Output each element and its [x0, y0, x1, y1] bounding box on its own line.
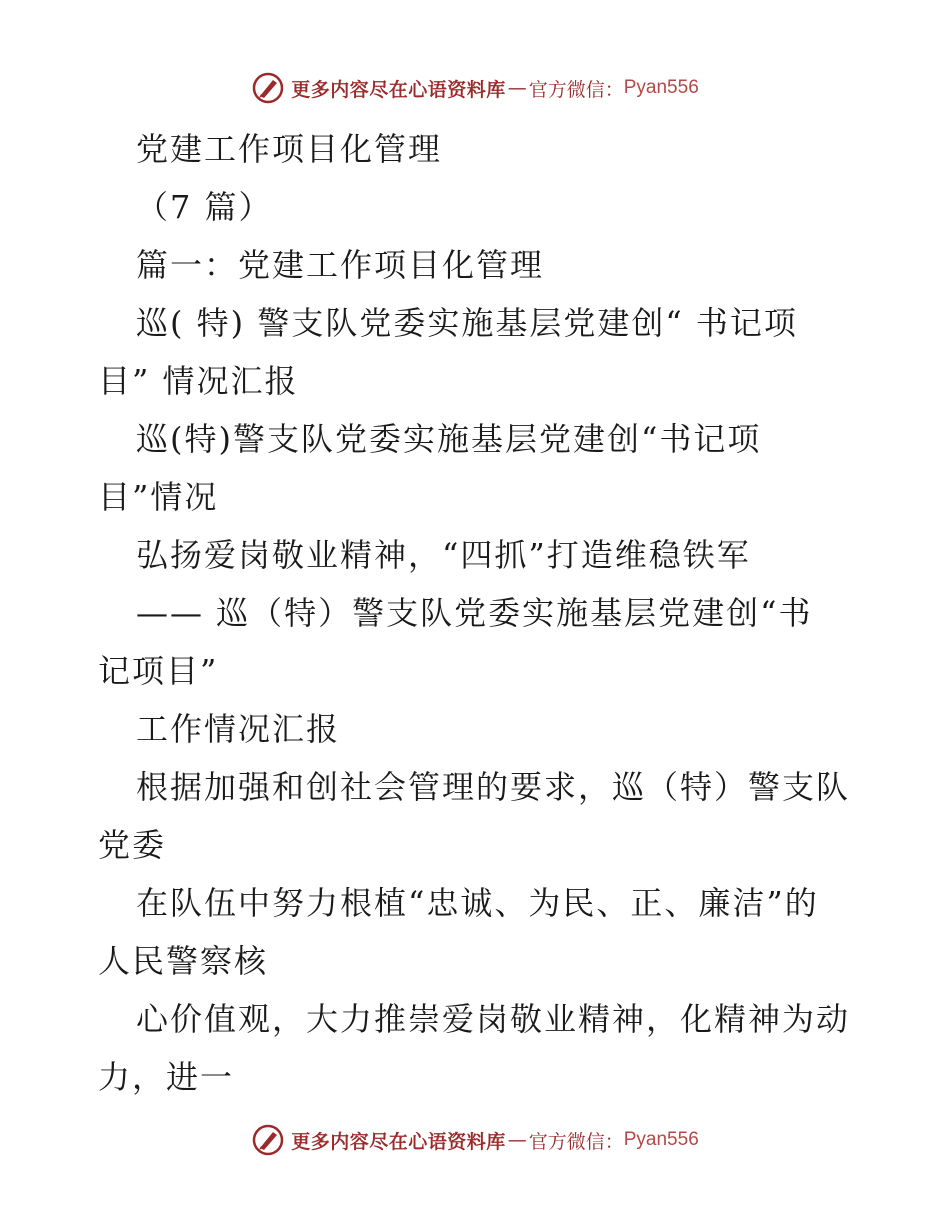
banner-site-name: 更多内容尽在心语资料库 — [291, 1130, 506, 1153]
banner-contact-label: 官方微信： — [528, 1130, 624, 1153]
banner-contact-id: Pyan556 — [623, 77, 699, 98]
banner-contact-label: 官方微信： — [528, 78, 624, 101]
document-title: 党建工作项目化管理 — [136, 130, 443, 168]
text-line: 人民警察核 — [98, 942, 269, 980]
text-line: 巡( 特) 警支队党委实施基层党建创“ 书记项 — [136, 304, 798, 342]
text-line: 弘扬爱岗敬业精神，“四抓”打造维稳铁军 — [136, 536, 751, 574]
text-line: 工作情况汇报 — [136, 710, 341, 748]
text-line: 根据加强和创社会管理的要求，巡（特）警支队 — [136, 768, 851, 806]
text-line: 力，进一 — [98, 1058, 235, 1096]
text-line: 巡(特)警支队党委实施基层党建创“书记项 — [136, 420, 762, 458]
footer-watermark-banner — [0, 1120, 950, 1160]
text-line: 心价值观，大力推崇爱岗敬业精神，化精神为动 — [136, 1000, 851, 1038]
banner-dash: — — [507, 77, 527, 99]
text-line: 在队伍中努力根植“忠诚、为民、正、廉洁”的 — [136, 884, 819, 922]
text-line: 目” 情况汇报 — [98, 362, 299, 400]
section-heading: 篇一：党建工作项目化管理 — [136, 246, 545, 284]
document-body — [98, 120, 858, 1106]
banner-dash: — — [507, 1129, 527, 1151]
banner-site-name: 更多内容尽在心语资料库 — [291, 78, 506, 101]
quill-pen-logo-icon — [251, 1123, 285, 1157]
text-line: 目”情况 — [98, 478, 219, 516]
text-line: 记项目” — [98, 652, 219, 690]
banner-contact-id: Pyan556 — [623, 1129, 699, 1150]
quill-pen-logo-icon — [251, 71, 285, 105]
document-subtitle: （7 篇） — [136, 188, 273, 226]
text-line: 党委 — [98, 826, 167, 864]
header-watermark-banner — [0, 68, 950, 108]
text-line: —— 巡（特）警支队党委实施基层党建创“书 — [136, 594, 813, 632]
